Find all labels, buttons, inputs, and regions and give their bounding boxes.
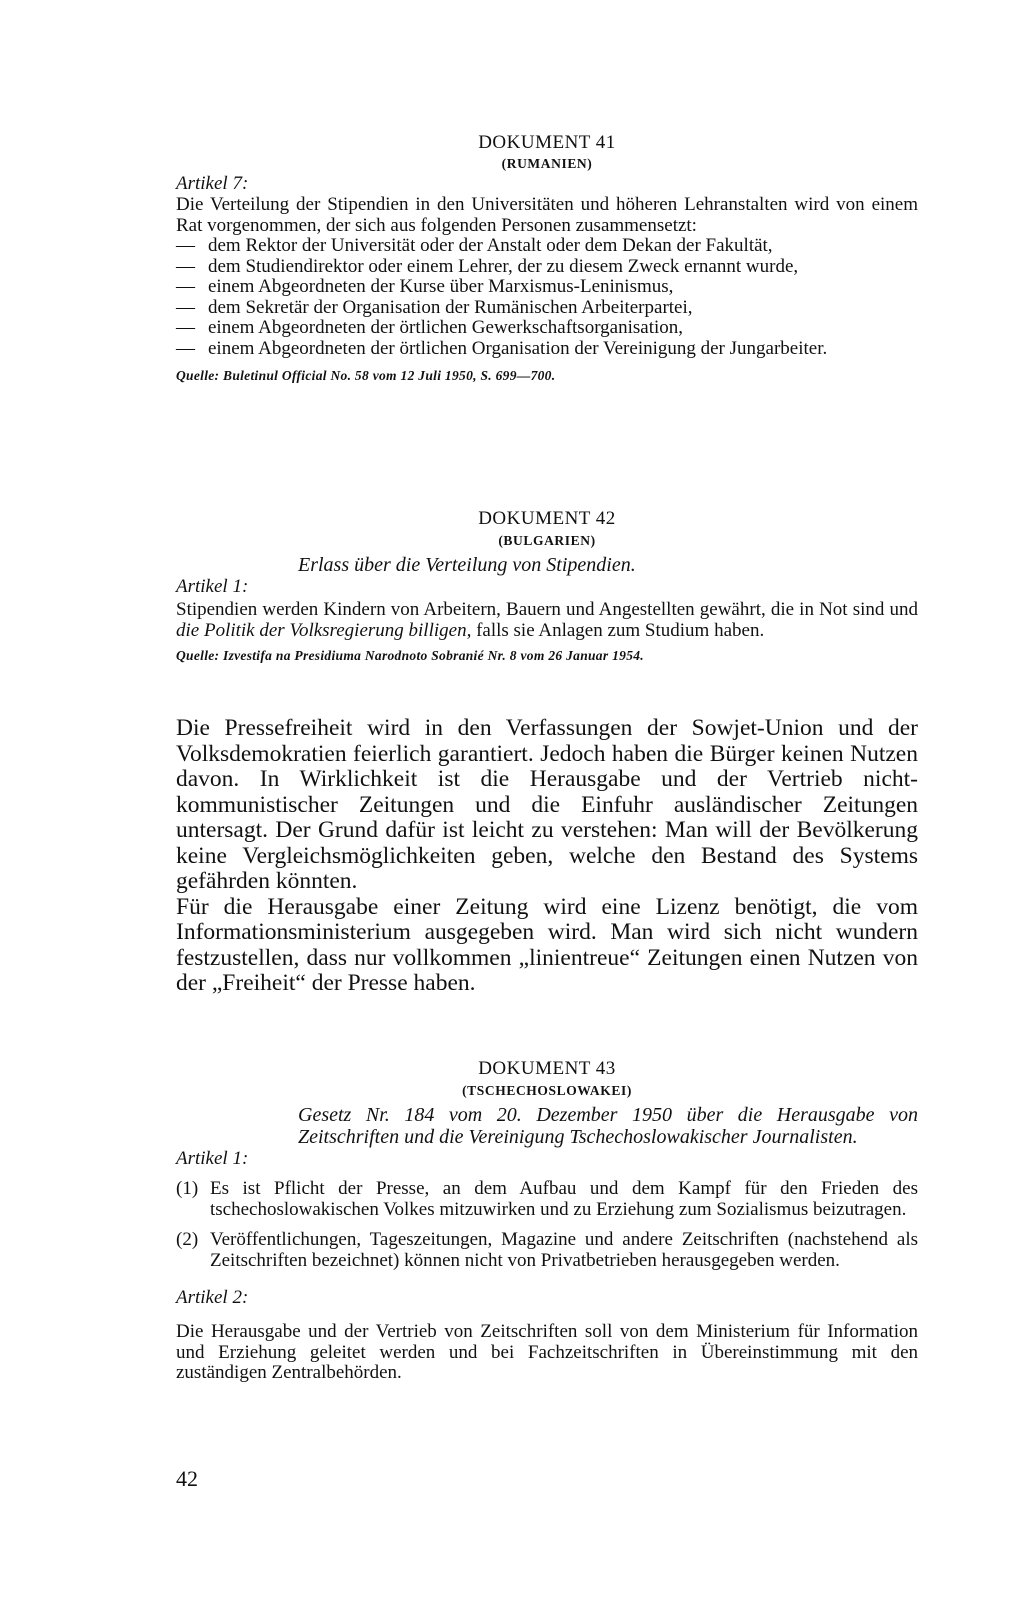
doc43-artikel-1: Artikel 1: — [176, 1148, 249, 1169]
page-number: 42 — [176, 1466, 198, 1491]
doc41-member-list — [176, 236, 918, 359]
doc43-gesetz: Gesetz Nr. 184 vom 20. Dezember 1950 über die Herausgabe von Zeitschriften und die Vereinigung Tschechoslowakischer Journalisten. — [298, 1104, 918, 1148]
doc41-member-item: — dem Rektor der Universität oder der Anstalt oder dem Dekan der Fakultät, — [176, 236, 918, 257]
doc41-section — [176, 132, 918, 385]
doc41-member-item: — einem Abgeordneten der Kurse über Marxismus-Leninismus, — [176, 277, 918, 298]
doc41-member-item: — dem Sekretär der Organisation der Rumänischen Arbeiterpartei, — [176, 298, 918, 319]
commentary-paragraph-1: Die Pressefreiheit wird in den Verfassungen der Sowjet-Union und der Volksdemokratien feierlich garantiert. Jedoch haben die Bürger keinen Nutzen davon. In Wirklichkeit ist die Herausgabe und der Vertrieb nicht-kommunistischer Zeitungen und die Einfuhr ausländischer Zeitungen untersagt. Der Grund dafür ist leicht zu verstehen: Man will der Bevölkerung keine Vergleichsmöglichkeiten geben, welche den Bestand des Systems gefährden könnten. — [176, 715, 918, 894]
doc43-item-number: (1) — [176, 1178, 199, 1199]
doc43-artikel-2: Artikel 2: — [176, 1287, 249, 1308]
commentary-paragraph-2: Für die Herausgabe einer Zeitung wird eine Lizenz benötigt, die vom Informationsministerium ausgegeben wird. Man wird sich nicht wundern festzustellen, dass nur vollkommen „linientreue“ Zeitungen einen Nutzen von der „Freiheit“ der Presse haben. — [176, 893, 918, 996]
doc43-article1-item — [176, 1230, 918, 1271]
doc42-section — [176, 508, 918, 665]
doc41-member-item: — einem Abgeordneten der örtlichen Organisation der Vereinigung der Jungarbeiter. — [176, 339, 918, 360]
doc42-source: Quelle: Izvestifa na Presidiuma Narodnoto Sobranié Nr. 8 vom 26 Januar 1954. — [176, 648, 644, 663]
doc41-intro: Die Verteilung der Stipendien in den Universitäten und höheren Lehranstalten wird von einem Rat vorgenommen, der sich aus folgenden Personen zusammensetzt: — [176, 194, 918, 236]
doc41-title: DOKUMENT 41 — [478, 132, 616, 153]
doc43-item-text: Es ist Pflicht der Presse, an dem Aufbau und dem Kampf für den Frieden des tschechoslowakischen Volkes mitzuwirken und zu Erziehung zum Sozialismus beizutragen. — [210, 1178, 918, 1220]
doc42-title: DOKUMENT 42 — [478, 508, 616, 529]
doc41-member-item: — einem Abgeordneten der örtlichen Gewerkschaftsorganisation, — [176, 318, 918, 339]
doc43-country: (TSCHECHOSLOWAKEI) — [462, 1083, 632, 1098]
doc43-section — [176, 1058, 918, 1384]
doc41-artikel: Artikel 7: — [176, 173, 249, 194]
doc42-text — [176, 600, 918, 641]
doc41-source: Quelle: Buletinul Official No. 58 vom 12 Juli 1950, S. 699—700. — [176, 368, 556, 383]
doc43-article1-list — [176, 1179, 918, 1271]
doc42-text-italic: die Politik der Volksregierung billigen, — [176, 619, 472, 641]
doc43-item-number: (2) — [176, 1229, 199, 1250]
commentary-section — [176, 716, 918, 997]
doc41-country: (RUMANIEN) — [501, 156, 593, 171]
doc43-title: DOKUMENT 43 — [478, 1058, 616, 1079]
doc42-text-end: falls sie Anlagen zum Studium haben. — [471, 619, 765, 641]
doc42-text-start: Stipendien werden Kindern von Arbeitern, Bauern und Angestellten gewährt, die in Not sind und — [176, 599, 918, 620]
doc42-erlass: Erlass über die Verteilung von Stipendien. — [298, 554, 636, 576]
doc41-member-item: — dem Studiendirektor oder einem Lehrer, der zu diesem Zweck ernannt wurde, — [176, 257, 918, 278]
doc42-country: (BULGARIEN) — [498, 533, 596, 548]
doc43-item-text: Veröffentlichungen, Tageszeitungen, Magazine und andere Zeitschriften (nachstehend als Zeitschriften bezeichnet) können nicht von Privatbetrieben herausgegeben werden. — [210, 1229, 918, 1271]
doc42-artikel: Artikel 1: — [176, 576, 249, 597]
doc43-article1-item — [176, 1179, 918, 1220]
doc43-artikel2-text: Die Herausgabe und der Vertrieb von Zeitschriften soll von dem Ministerium für Information und Erziehung geleitet werden und bei Fachzeitschriften in Übereinstimmung mit den zuständigen Zentralbehörden. — [176, 1321, 918, 1383]
